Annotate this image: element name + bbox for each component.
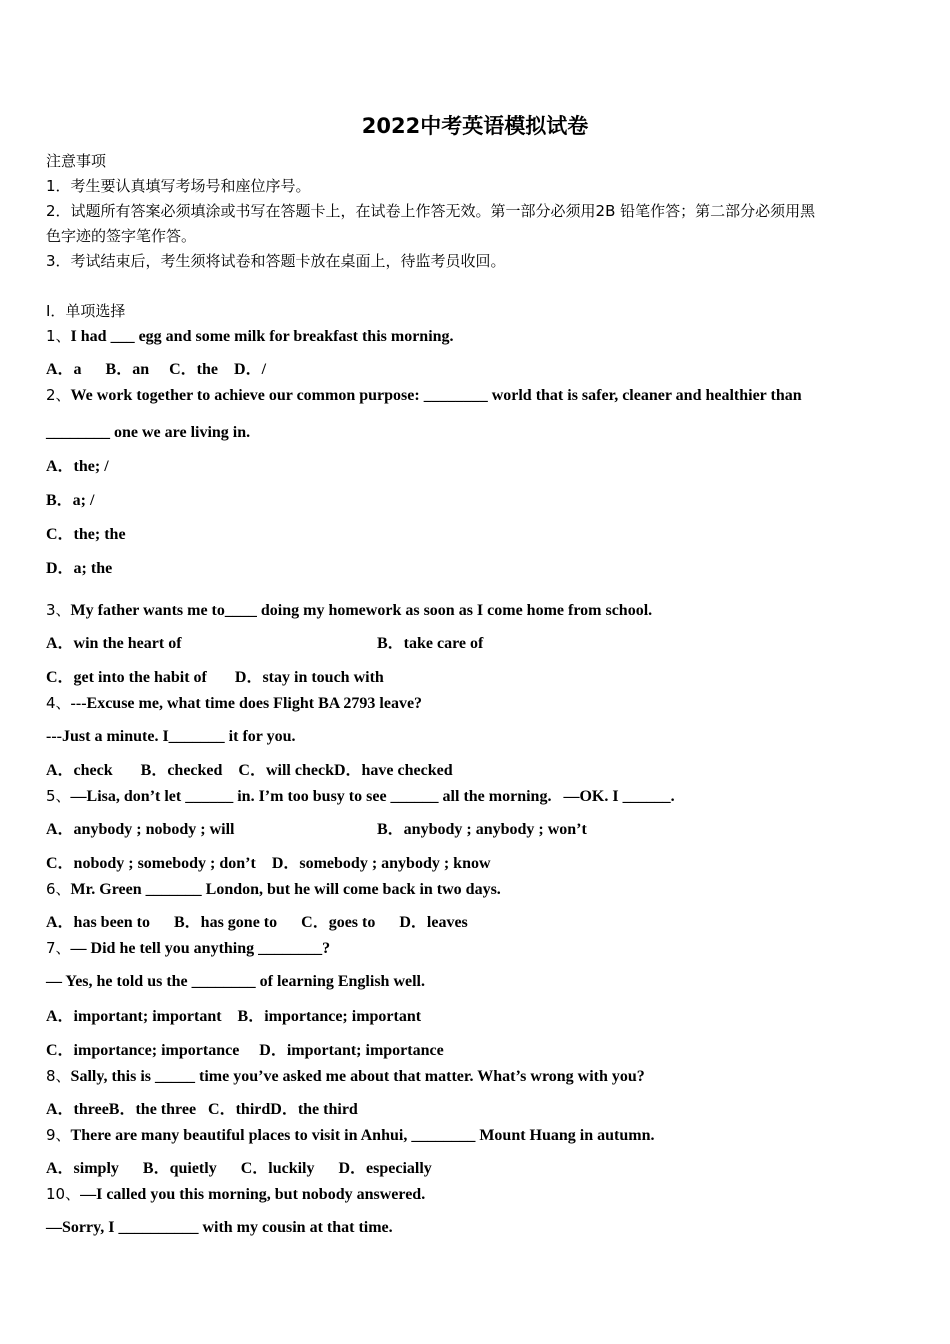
q2-option-b[interactable]: B．a; /: [46, 492, 95, 509]
q2-option-c[interactable]: C．the; the: [46, 526, 126, 543]
q8-options[interactable]: A．threeB．the three C．thirdD．the third: [46, 1101, 358, 1118]
question-7-cont: — Yes, he told us the ________ of learning English well.: [46, 973, 425, 990]
question-6: [46, 879, 501, 900]
q9-options[interactable]: A．simply B．quietly C．luckily D．especially: [46, 1160, 432, 1177]
q7-options-cd[interactable]: C．importance; importance D．important; importance: [46, 1042, 444, 1059]
question-number: 3、: [46, 601, 71, 619]
question-text: ---Excuse me, what time does Flight BA 2793 leave?: [70, 695, 423, 712]
q1-options[interactable]: A．a B．an C．the D．/: [46, 361, 267, 378]
question-text: — Did he tell you anything ________?: [70, 940, 331, 957]
question-number: 7、: [46, 939, 71, 957]
notice-item-2: 2．试题所有答案必须填涂或书写在答题卡上，在试卷上作答无效。第一部分必须用2B 铅笔作答；第二部分必须用黑: [46, 202, 816, 220]
q5-options-cd[interactable]: C．nobody ; somebody ; don’t D．somebody ; anybody ; know: [46, 855, 491, 872]
question-4-cont: ---Just a minute. I_______ it for you.: [46, 728, 296, 745]
question-text: —Lisa, don’t let ______ in. I’m too busy to see ______ all the morning. —OK. I ______.: [70, 788, 675, 805]
q4-options[interactable]: A．check B．checked C．will checkD．have checked: [46, 762, 453, 779]
q3-options-cd[interactable]: C．get into the habit of D．stay in touch with: [46, 669, 384, 686]
question-7: [46, 938, 330, 959]
question-10-cont: —Sorry, I __________ with my cousin at that time.: [46, 1219, 393, 1236]
q5-option-b[interactable]: B．anybody ; anybody ; won’t: [377, 821, 587, 838]
question-number: 8、: [46, 1067, 71, 1085]
question-2-cont: ________ one we are living in.: [46, 424, 251, 441]
question-8: [46, 1066, 645, 1087]
question-text: My father wants me to____ doing my homework as soon as I come home from school.: [70, 602, 653, 619]
q2-option-a[interactable]: A．the; /: [46, 458, 109, 475]
q3-option-a[interactable]: A．win the heart of: [46, 635, 182, 652]
question-4: [46, 693, 422, 714]
question-text: We work together to achieve our common purpose: ________ world that is safer, cleaner and healthier than: [70, 387, 802, 404]
question-text: Sally, this is _____ time you’ve asked me about that matter. What’s wrong with you?: [70, 1068, 645, 1085]
q7-options-ab[interactable]: A．important; important B．importance; important: [46, 1008, 422, 1025]
question-1: [46, 326, 454, 347]
question-number: 4、: [46, 694, 71, 712]
question-number: 10、: [46, 1185, 81, 1203]
question-5: [46, 786, 675, 807]
question-number: 6、: [46, 880, 71, 898]
q2-option-d[interactable]: D．a; the: [46, 560, 113, 577]
notice-item-1: 1．考生要认真填写考场号和座位序号。: [46, 177, 311, 195]
notice-item-3: 3．考试结束后，考生须将试卷和答题卡放在桌面上，待监考员收回。: [46, 252, 506, 270]
question-number: 2、: [46, 386, 71, 404]
question-number: 1、: [46, 327, 71, 345]
q5-option-a[interactable]: A．anybody ; nobody ; will: [46, 821, 235, 838]
notice-item-2-cont: 色字迹的签字笔作答。: [46, 227, 197, 245]
section-heading: Ⅰ．单项选择: [46, 302, 126, 320]
question-number: 5、: [46, 787, 71, 805]
page-title: 2022中考英语模拟试卷: [361, 114, 589, 138]
question-2: [46, 385, 802, 406]
question-9: [46, 1125, 654, 1146]
question-text: I had ___ egg and some milk for breakfast this morning.: [70, 328, 454, 345]
q3-option-b[interactable]: B．take care of: [377, 635, 484, 652]
question-text: Mr. Green _______ London, but he will come back in two days.: [70, 881, 501, 898]
q6-options[interactable]: A．has been to B．has gone to C．goes to D．leaves: [46, 914, 468, 931]
question-text: —I called you this morning, but nobody answered.: [80, 1186, 426, 1203]
question-text: There are many beautiful places to visit in Anhui, ________ Mount Huang in autumn.: [70, 1127, 655, 1144]
question-10: [46, 1184, 425, 1205]
question-3: [46, 600, 652, 621]
question-number: 9、: [46, 1126, 71, 1144]
notice-heading: 注意事项: [46, 152, 107, 170]
